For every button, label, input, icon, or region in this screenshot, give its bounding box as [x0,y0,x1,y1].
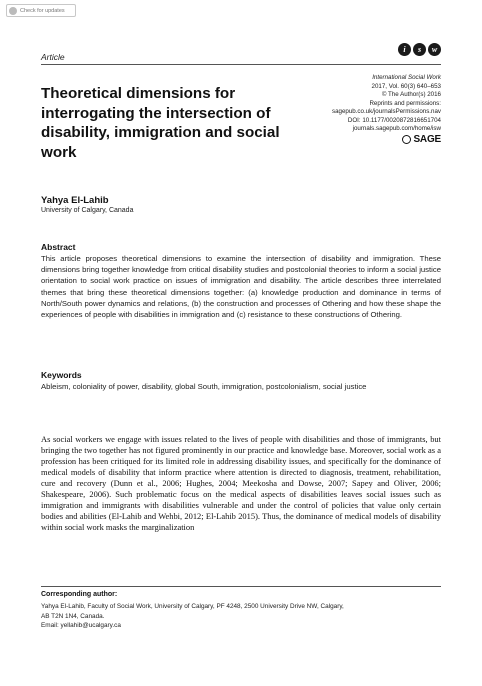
article-title: Theoretical dimensions for interrogating the intersection of disability, immigration and social work [41,85,280,161]
publisher-logo [402,134,441,145]
publisher-name: SAGE [413,134,441,145]
body-paragraph: As social workers we engage with issues related to the lives of people with disabilities and those of immigrants, but bringing the two together has not figured prominently in our practice and knowledge base. Moreover, social work as a profession has been critiqued for its limited role in addressing disability issues, and specifically for the dominance of medical models of disability that inform practice where attention is directed to diagnosis, treatment, rehabilitation, cure and recovery (Dunn et al., 2006; Hughes, 2004; Meekosha and Dowse, 2007; Sapey and Oliver, 2006; Shakespeare, 2006). Such problematic focus on the medical aspects of disabilities leaves social issues such as immigration and immigrants with disabilities vulnerable and under the control of policies that value only certain bodies and abilities (El-Lahib and Wehbi, 2012; El-Lahib 2015). Thus, the dominance of medical models of disability within social work masks the marginalization [41,434,441,533]
abstract-text: This article proposes theoretical dimensions to examine the intersection of disability and immigration. These dimensions bring together knowledge from critical disability studies and postcolonial theories to inform a social justice orientation to social work practice on issues of immigration and disability. The article describes three interrelated themes that bring these theoretical dimensions together: (a) knowledge production and dominance in terms of North/South power dynamics and relations, (b) the construction and processes of Othering and how these shape the experiences of people with disabilities in immigration and (c) resistance to these constructions of Othering. [41,254,441,320]
author-affiliation: University of Calgary, Canada [41,207,134,214]
corresponding-details [41,602,401,631]
crossmark-label: Check for updates [20,7,65,14]
journal-name: International Social Work [372,74,441,81]
journal-logo [398,43,441,56]
sage-icon [402,135,411,144]
author-name: Yahya El-Lahib [41,195,109,206]
copyright: © The Author(s) 2016 [381,91,441,98]
corresponding-heading: Corresponding author: [41,591,118,598]
body-text [41,434,441,533]
keywords-heading: Keywords [41,370,82,380]
logo-letter-i: i [398,43,411,56]
corresponding-email[interactable]: Email: yellahib@ucalgary.ca [41,622,121,630]
journal-link[interactable]: journals.sagepub.com/home/isw [352,125,441,132]
corresponding-address-2: AB T2N 1N4, Canada. [41,612,105,620]
crossmark-badge[interactable] [6,4,76,17]
section-label: Article [41,52,65,62]
footnote-rule [41,586,441,587]
publication-info [271,74,441,134]
volume-info: 2017, Vol. 60(3) 640–653 [371,82,441,90]
logo-letter-w: w [428,43,441,56]
doi[interactable]: DOI: 10.1177/0020872816651704 [347,116,441,124]
abstract-heading: Abstract [41,242,76,252]
logo-letter-s: s [413,43,426,56]
header-rule [41,64,441,65]
corresponding-address-1: Yahya El-Lahib, Faculty of Social Work, University of Calgary, PF 4248, 2500 University Drive NW, Calgary, [41,603,344,610]
reprints-link[interactable]: sagepub.co.uk/journalsPermissions.nav [331,108,441,115]
reprints-label: Reprints and permissions: [369,99,441,107]
crossmark-icon [9,7,17,15]
keywords-text: Ableism, coloniality of power, disability, global South, immigration, postcolonialism, social justice [41,382,367,391]
